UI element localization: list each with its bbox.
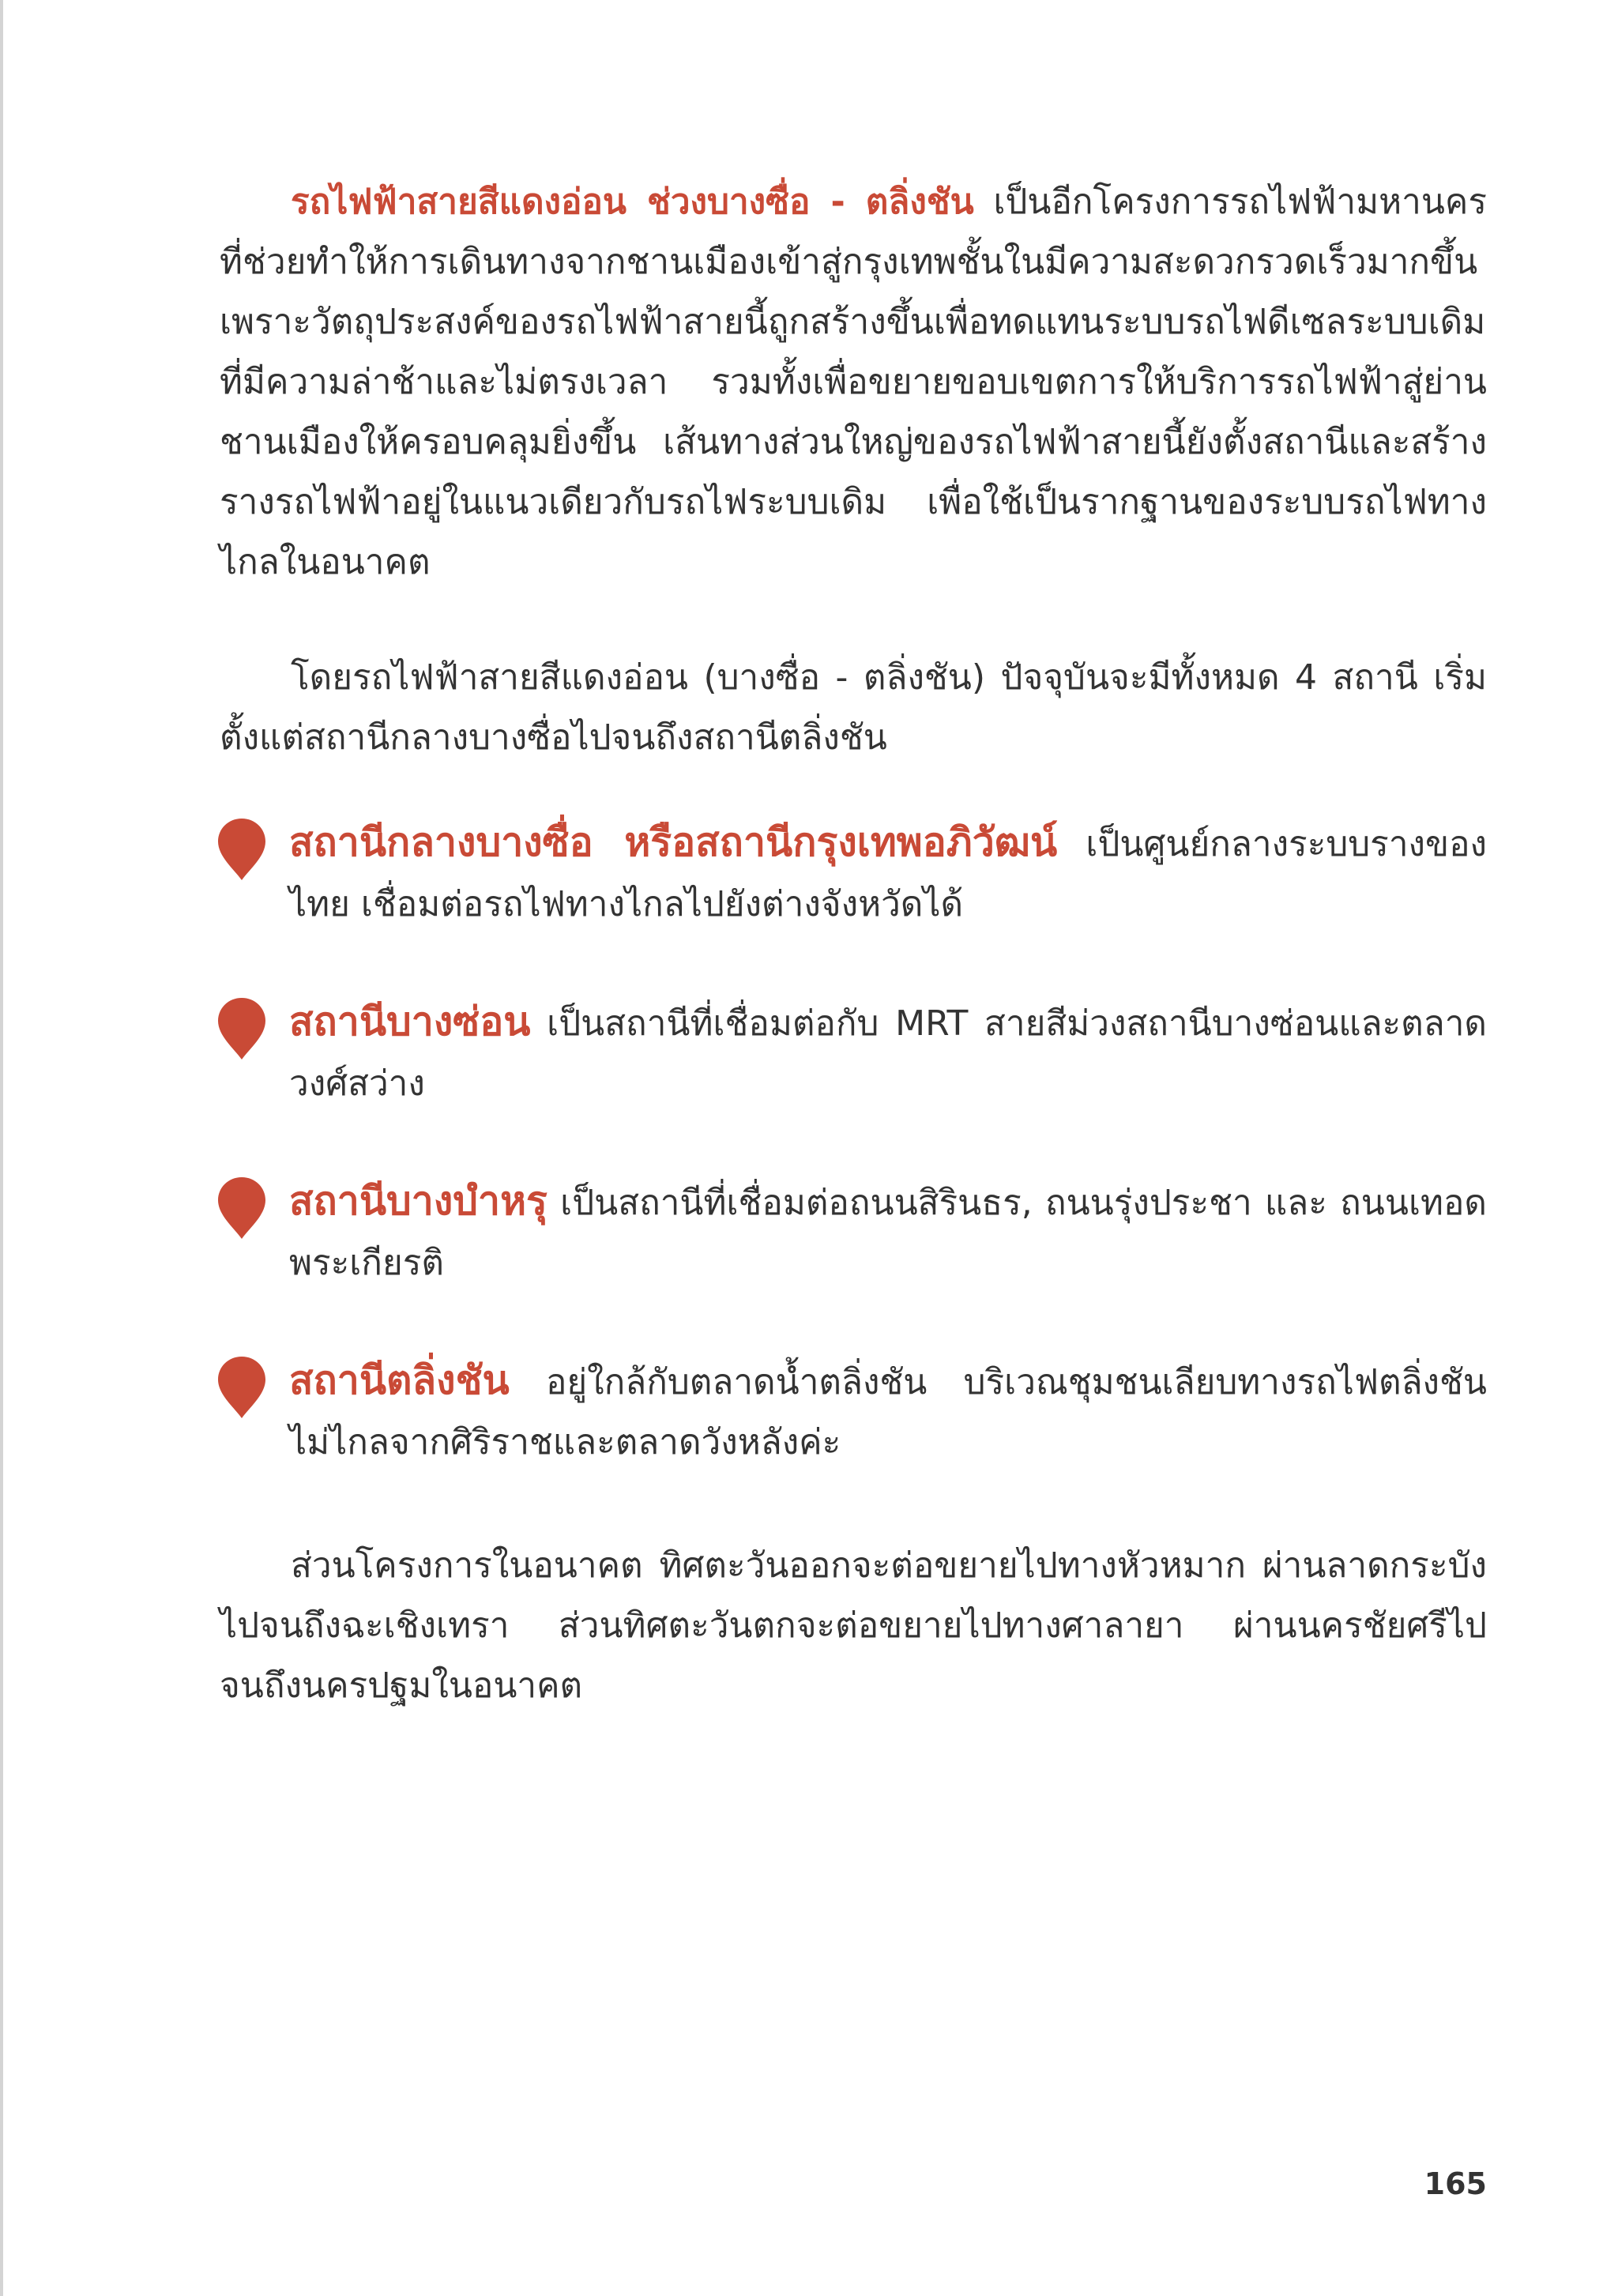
page-edge xyxy=(0,0,3,2296)
station-item-taling-chan xyxy=(220,1350,1487,1473)
intro-paragraph xyxy=(220,172,1487,593)
map-pin-icon xyxy=(216,1176,267,1240)
station-text xyxy=(289,1350,1487,1473)
station-description: เป็นสถานีที่เชื่อมต่อกับ MRT สายสีม่วงสถานีบางซ่อนและตลาดวงศ์สว่าง xyxy=(289,1003,1487,1104)
station-name: สถานีบางซ่อน xyxy=(289,999,531,1044)
page-content xyxy=(220,172,1487,1716)
map-pin-icon xyxy=(216,817,267,882)
station-text xyxy=(289,992,1487,1114)
intro-highlight: รถไฟฟ้าสายสีแดงอ่อน ช่วงบางซื่อ - ตลิ่งชัน xyxy=(291,182,974,222)
intro-text: เป็นอีกโครงการรถไฟฟ้ามหานคร ที่ช่วยทำให้การเดินทางจากชานเมืองเข้าสู่กรุงเทพชั้นในมีความสะดวกรวดเร็วมากขึ้น เพราะวัตถุประสงค์ของรถไฟฟ้าสายนี้ถูกสร้างขึ้นเพื่อทดแทนระบบรถไฟดีเซลระบบเดิมที่มีความล่าช้าและไม่ตรงเวลา รวมทั้งเพื่อขยายขอบเขตการให้บริการรถไฟฟ้าสู่ย่านชานเมืองให้ครอบคลุมยิ่งขึ้น เส้นทางส่วนใหญ่ของรถไฟฟ้าสายนี้ยังตั้งสถานีและสร้างรางรถไฟฟ้าอยู่ในแนวเดียวกับรถไฟระบบเดิม เพื่อใช้เป็นรากฐานของระบบรถไฟทางไกลในอนาคต xyxy=(220,182,1487,582)
station-list xyxy=(220,812,1487,1473)
station-item-bang-sue xyxy=(220,812,1487,935)
station-description: อยู่ใกล้กับตลาดน้ำตลิ่งชัน บริเวณชุมชนเลียบทางรถไฟตลิ่งชัน ไม่ไกลจากศิริราชและตลาดวังหลังค่ะ xyxy=(289,1362,1487,1462)
map-pin-icon xyxy=(216,1355,267,1420)
station-text xyxy=(289,812,1487,935)
station-description: เป็นศูนย์กลางระบบรางของไทย เชื่อมต่อรถไฟทางไกลไปยังต่างจังหวัดได้ xyxy=(289,824,1487,924)
page-number: 165 xyxy=(1424,2166,1487,2201)
station-name: สถานีบางบำหรุ xyxy=(289,1178,547,1224)
station-item-bang-son xyxy=(220,992,1487,1114)
stations-intro-paragraph: โดยรถไฟฟ้าสายสีแดงอ่อน (บางซื่อ - ตลิ่งชัน) ปัจจุบันจะมีทั้งหมด 4 สถานี เริ่มตั้งแต่สถานีกลางบางซื่อไปจนถึงสถานีตลิ่งชัน xyxy=(220,657,1487,758)
station-item-bang-bamru xyxy=(220,1171,1487,1293)
future-paragraph: ส่วนโครงการในอนาคต ทิศตะวันออกจะต่อขยายไปทางหัวหมาก ผ่านลาดกระบังไปจนถึงฉะเชิงเทรา ส่วนทิศตะวันตกจะต่อขยายไปทางศาลายา ผ่านนครชัยศรีไปจนถึงนครปฐมในอนาคต xyxy=(220,1545,1487,1706)
station-name: สถานีกลางบางซื่อ หรือสถานีกรุงเทพอภิวัฒน์ xyxy=(289,819,1058,865)
station-text xyxy=(289,1171,1487,1293)
station-description: เป็นสถานีที่เชื่อมต่อถนนสิรินธร, ถนนรุ่งประชา และ ถนนเทอดพระเกียรติ xyxy=(289,1183,1487,1283)
station-name: สถานีตลิ่งชัน xyxy=(289,1357,510,1403)
map-pin-icon xyxy=(216,996,267,1061)
